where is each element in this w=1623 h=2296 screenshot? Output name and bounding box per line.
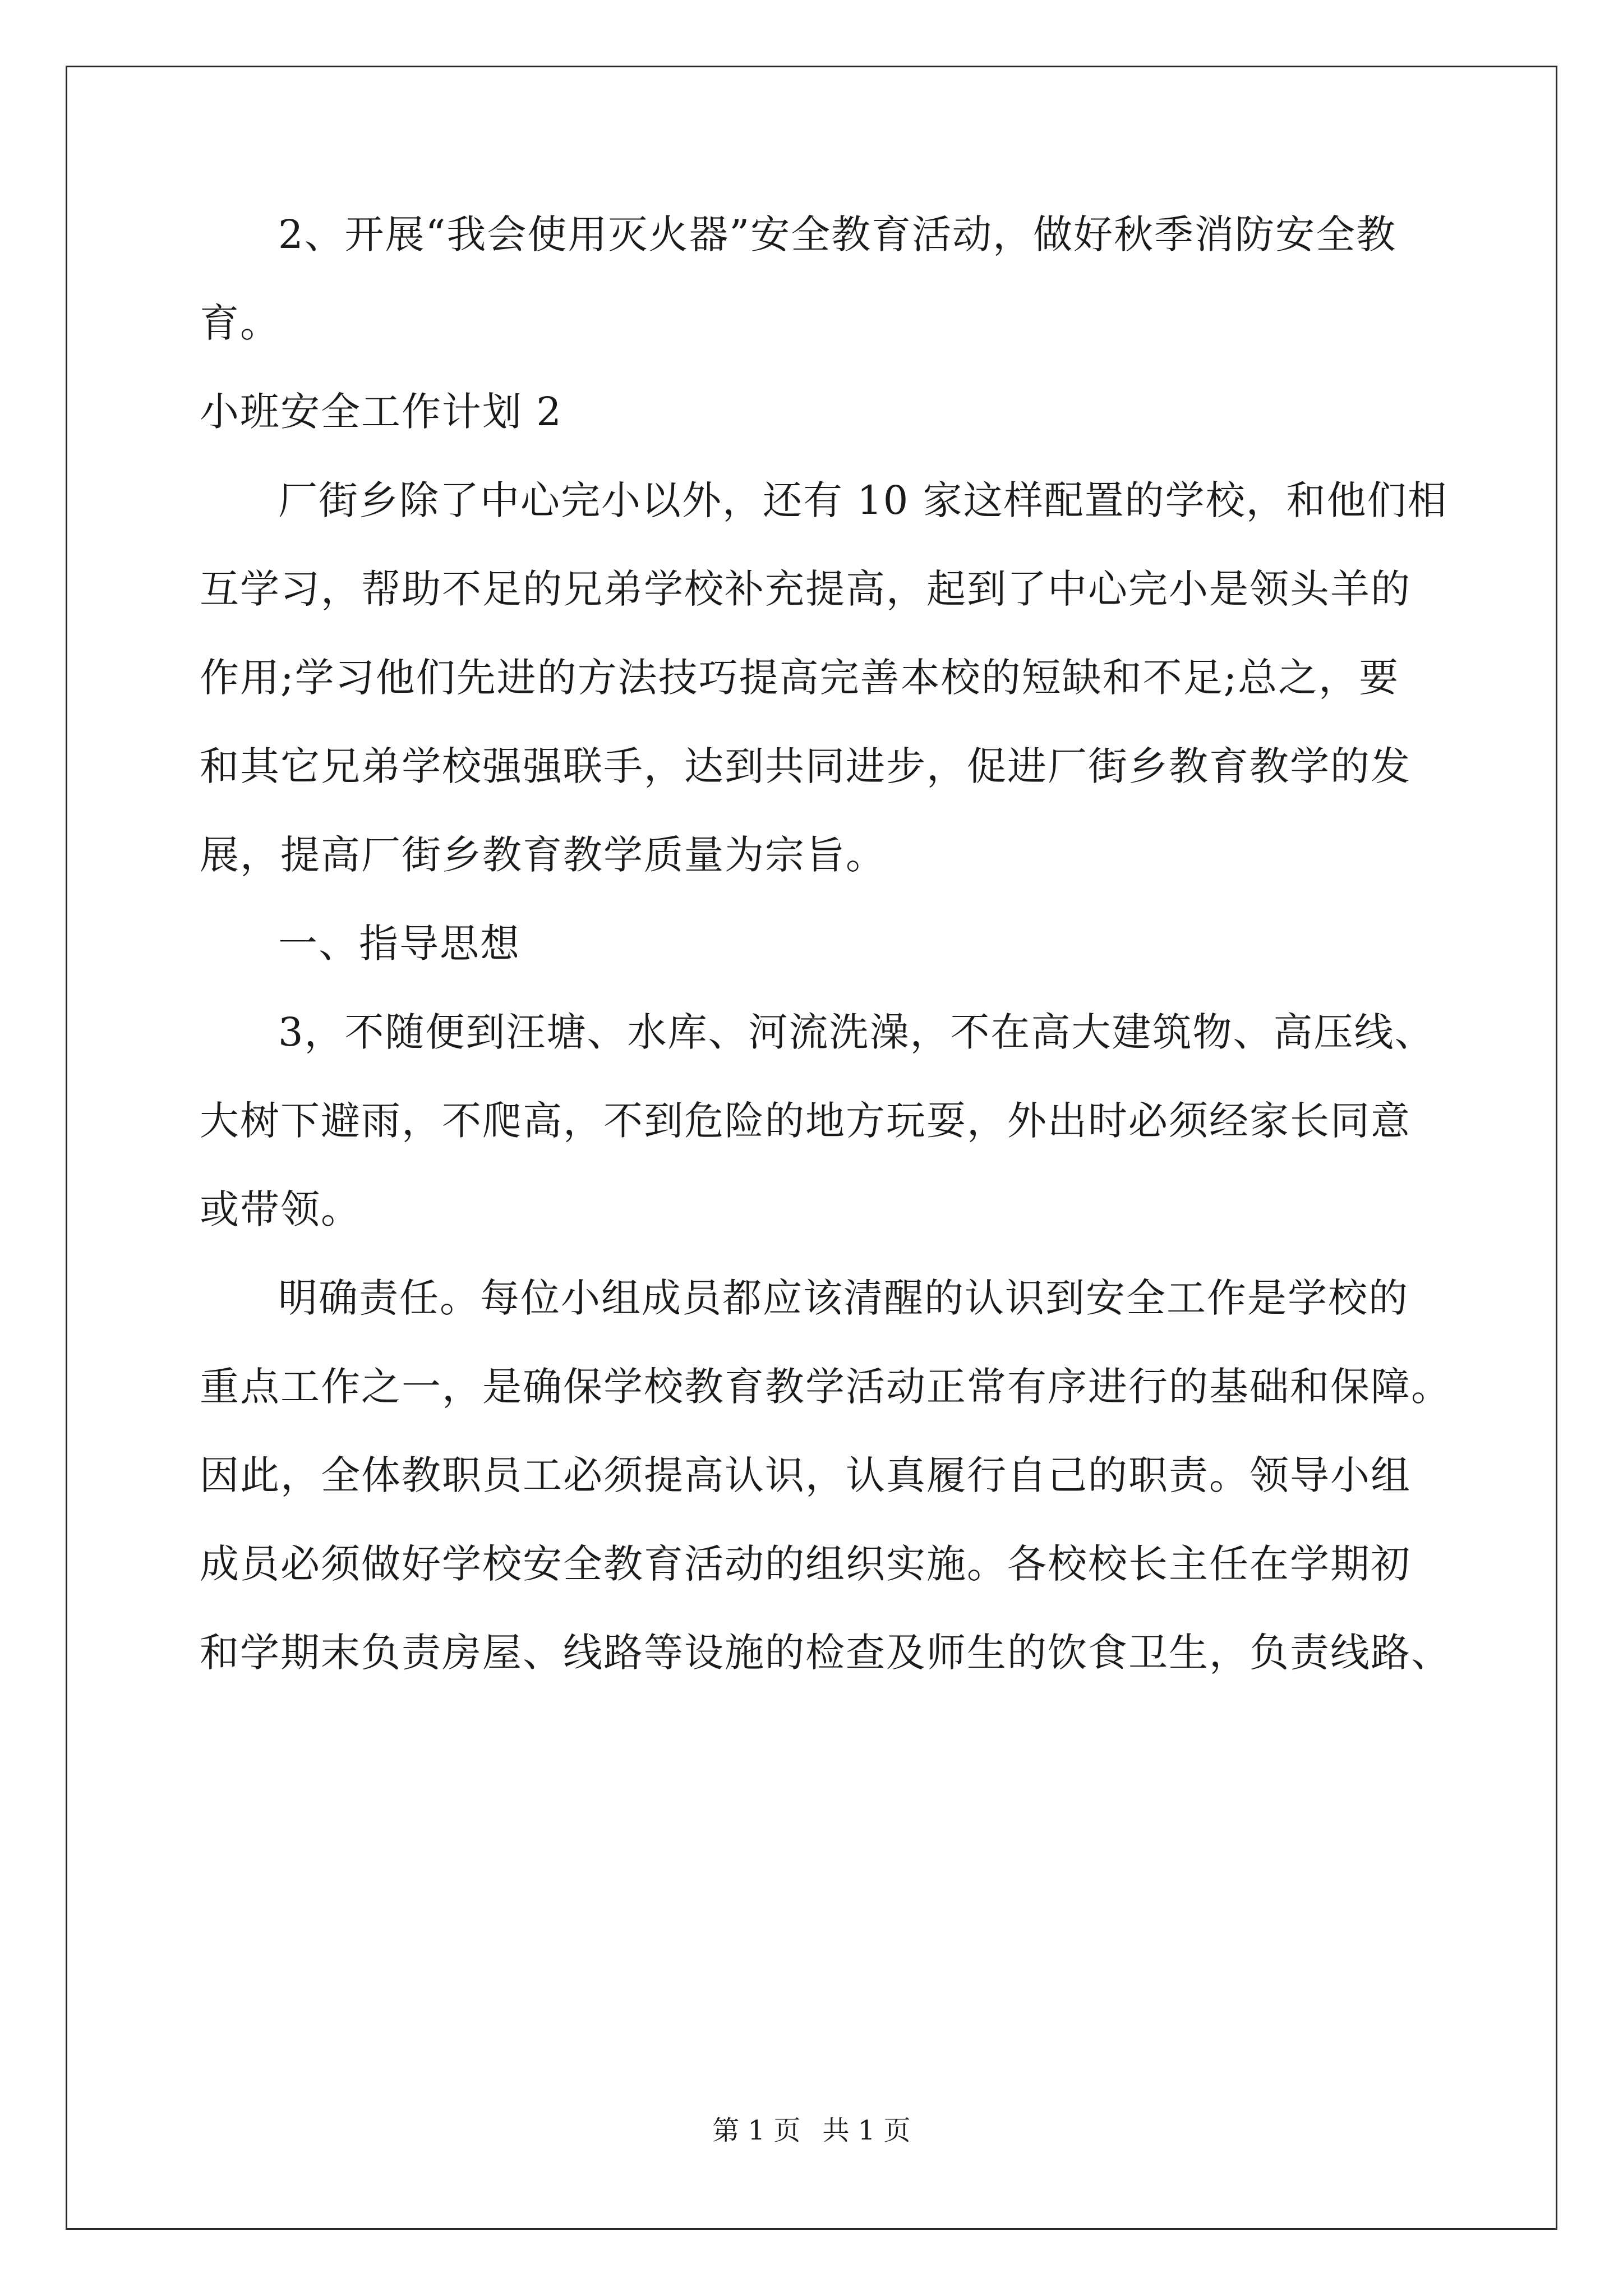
subsection-heading: 一、指导思想 [278,921,520,967]
body-line: 育。 [200,300,280,346]
body-line: 厂街乡除了中心完小以外，还有 10 家这样配置的学校，和他们相 [278,477,1448,523]
body-line: 互学习，帮助不足的兄弟学校补充提高，起到了中心完小是领头羊的 [200,566,1411,612]
body-line: 作用;学习他们先进的方法技巧提高完善本校的短缺和不足;总之，要 [200,655,1400,701]
body-line: 2、开展“我会使用灭火器”安全教育活动，做好秋季消防安全教 [278,211,1397,257]
body-line: 重点工作之一，是确保学校教育教学活动正常有序进行的基础和保障。 [200,1364,1451,1410]
body-line: 和学期末负责房屋、线路等设施的检查及师生的饮食卫生，负责线路、 [200,1630,1451,1676]
body-line: 或带领。 [200,1186,361,1232]
section-heading: 小班安全工作计划 2 [200,389,562,435]
body-line: 和其它兄弟学校强强联手，达到共同进步，促进厂街乡教育教学的发 [200,743,1411,789]
body-line: 3，不随便到汪塘、水库、河流洗澡，不在高大建筑物、高压线、 [278,1009,1435,1055]
body-line: 明确责任。每位小组成员都应该清醒的认识到安全工作是学校的 [278,1275,1409,1321]
page-total: 共 1 页 [822,2115,911,2146]
body-line: 因此，全体教职员工必须提高认识，认真履行自己的职责。领导小组 [200,1452,1411,1498]
page-footer [0,2114,1623,2147]
body-line: 大树下避雨，不爬高，不到危险的地方玩耍，外出时必须经家长同意 [200,1098,1411,1144]
page-number: 第 1 页 [712,2115,801,2146]
body-line: 展，提高厂街乡教育教学质量为宗旨。 [200,832,886,878]
body-line: 成员必须做好学校安全教育活动的组织实施。各校校长主任在学期初 [200,1541,1411,1587]
